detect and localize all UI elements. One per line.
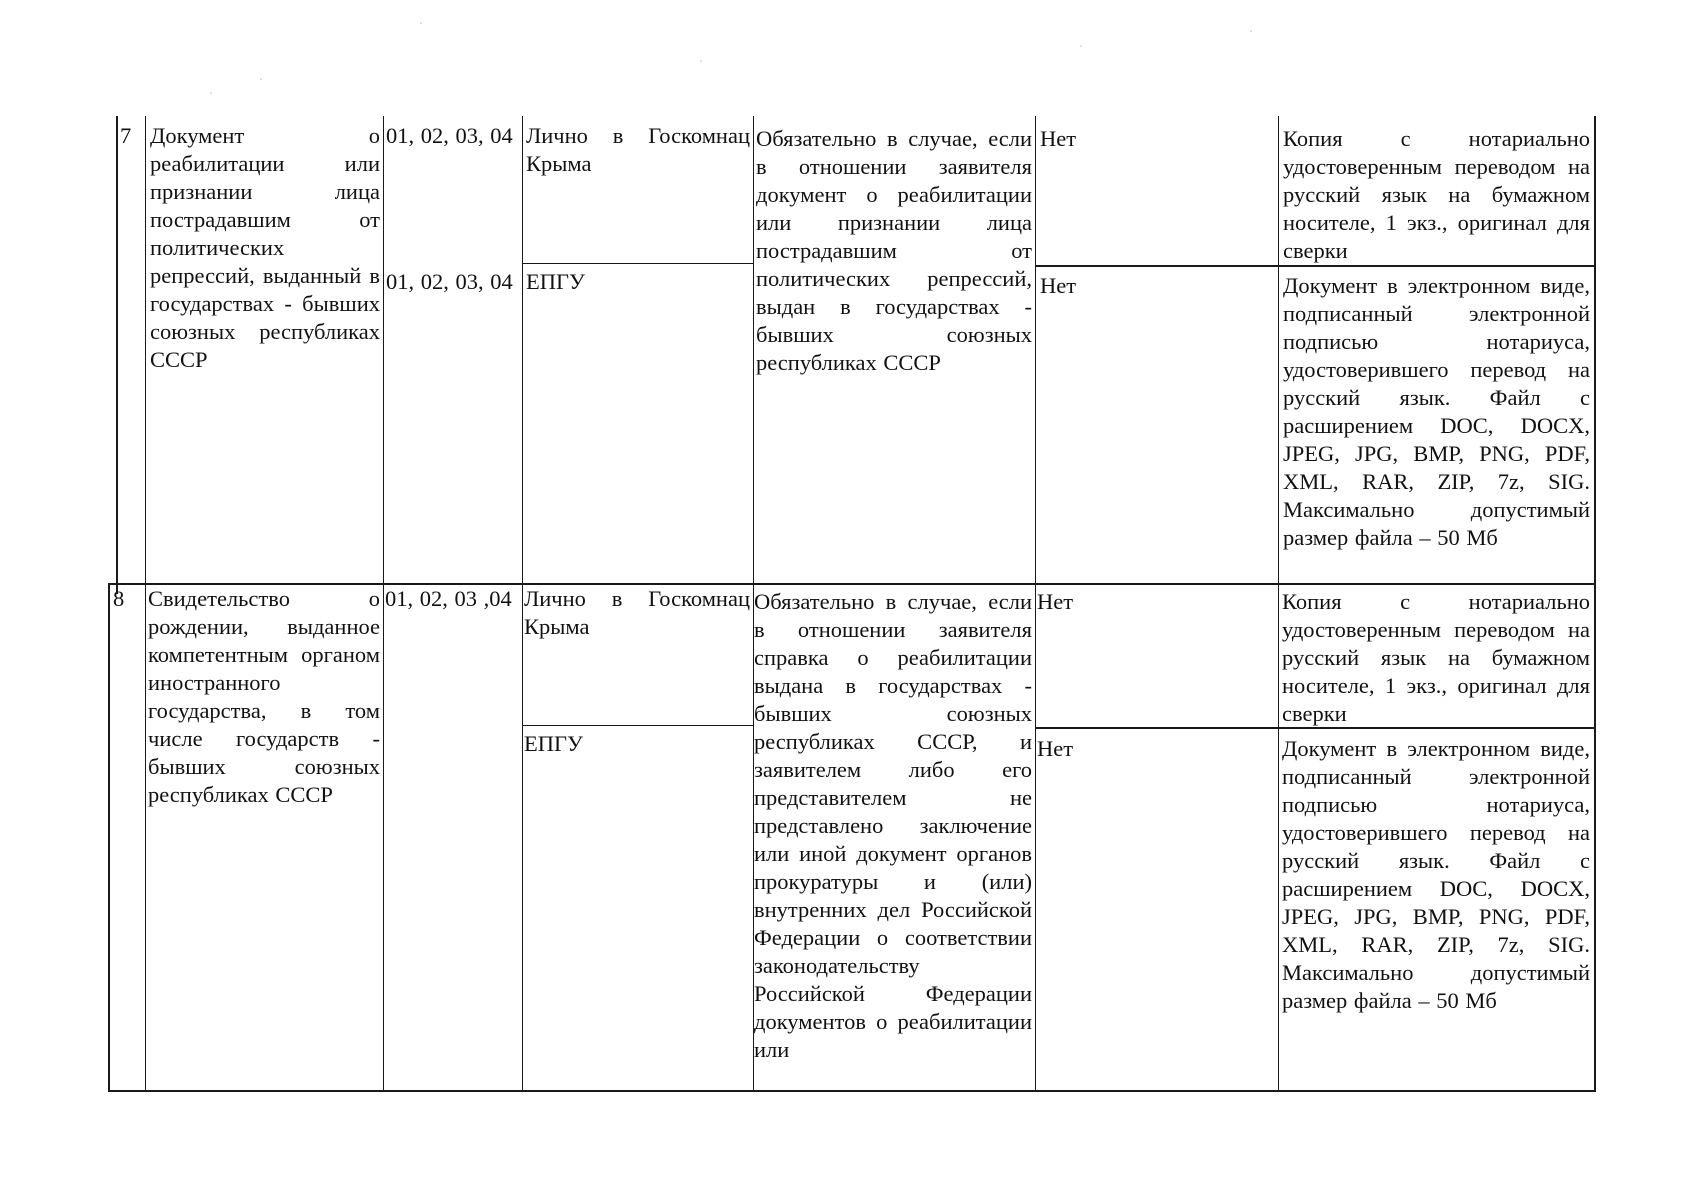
scan-speck xyxy=(1250,30,1252,32)
own-initiative-flag: Нет xyxy=(1040,273,1077,298)
applicant-codes: 01, 02, 03, 04 xyxy=(386,123,513,148)
grid-line xyxy=(108,1090,1595,1092)
own-initiative-flag: Нет xyxy=(1040,126,1077,151)
document-form: Копия с нотариально удостоверенным переводом на русский язык на бумажном носителе, 1 экз., оригинал для сверки xyxy=(1282,589,1590,726)
scan-speck xyxy=(420,22,422,24)
grid-line xyxy=(522,263,754,264)
scan-speck xyxy=(1080,45,1082,47)
scan-speck xyxy=(210,92,212,94)
submission-method: ЕПГУ xyxy=(524,731,583,756)
applicant-codes: 01, 02, 03, 04 xyxy=(386,269,513,294)
own-initiative-flag: Нет xyxy=(1037,736,1074,761)
document-name: Документ о реабилитации или признании лица пострадавшим от политических репрессий, выданный в государствах - бывших союзных республиках СССР xyxy=(150,123,380,372)
requirement-condition: Обязательно в случае, если в отношении заявителя справка о реабилитации выдана в государствах - бывших союзных республиках СССР, и заявителем либо его представителем не представлено заключение или иной документ органов прокуратуры и (или) внутренних дел Российской Федерации о соответствии законодательству Российской Федерации документов о реабилитации или xyxy=(754,589,1032,1062)
grid-line xyxy=(1594,116,1596,1092)
scan-speck xyxy=(700,60,702,62)
grid-line xyxy=(1278,116,1279,1092)
row-number: 7 xyxy=(120,123,132,148)
grid-line xyxy=(145,116,146,1092)
scan-speck xyxy=(260,78,262,80)
submission-method: Лично в Госкомнац Крыма xyxy=(524,586,750,639)
document-form: Копия с нотариально удостоверенным переводом на русский язык на бумажном носителе, 1 экз., оригинал для сверки xyxy=(1283,126,1590,263)
row-number: 8 xyxy=(113,586,125,611)
grid-line xyxy=(383,116,384,1092)
document-name: Свидетельство о рождении, выданное компетентным органом иностранного государства, в том числе государств - бывших союзных республиках СССР xyxy=(148,586,380,807)
grid-line xyxy=(116,116,118,594)
document-form: Документ в электронном виде, подписанный электронной подписью нотариуса, удостоверившего перевод на русский язык. Файл с расширением DOC, DOCX, JPEG, JPG, BMP, PNG, PDF, XML, RAR, ZIP, 7z, SIG. Максимально допустимый размер файла – 50 Мб xyxy=(1282,736,1590,1013)
submission-method: ЕПГУ xyxy=(526,269,585,294)
grid-line xyxy=(1035,265,1595,267)
grid-line xyxy=(522,725,754,726)
grid-line xyxy=(108,584,110,1092)
grid-line xyxy=(1035,116,1036,1092)
requirement-condition: Обязательно в случае, если в отношении заявителя документ о реабилитации или признании лица пострадавшим от политических репрессий, выдан в государствах - бывших союзных республиках СССР xyxy=(756,126,1032,375)
submission-method: Лично в Госкомнац Крыма xyxy=(526,123,750,176)
applicant-codes: 01, 02, 03 ,04 xyxy=(385,586,512,611)
document-form: Документ в электронном виде, подписанный электронной подписью нотариуса, удостоверившего перевод на русский язык. Файл с расширением DOC, DOCX, JPEG, JPG, BMP, PNG, PDF, XML, RAR, ZIP, 7z, SIG. Максимально допустимый размер файла – 50 Мб xyxy=(1283,273,1590,550)
own-initiative-flag: Нет xyxy=(1037,589,1074,614)
